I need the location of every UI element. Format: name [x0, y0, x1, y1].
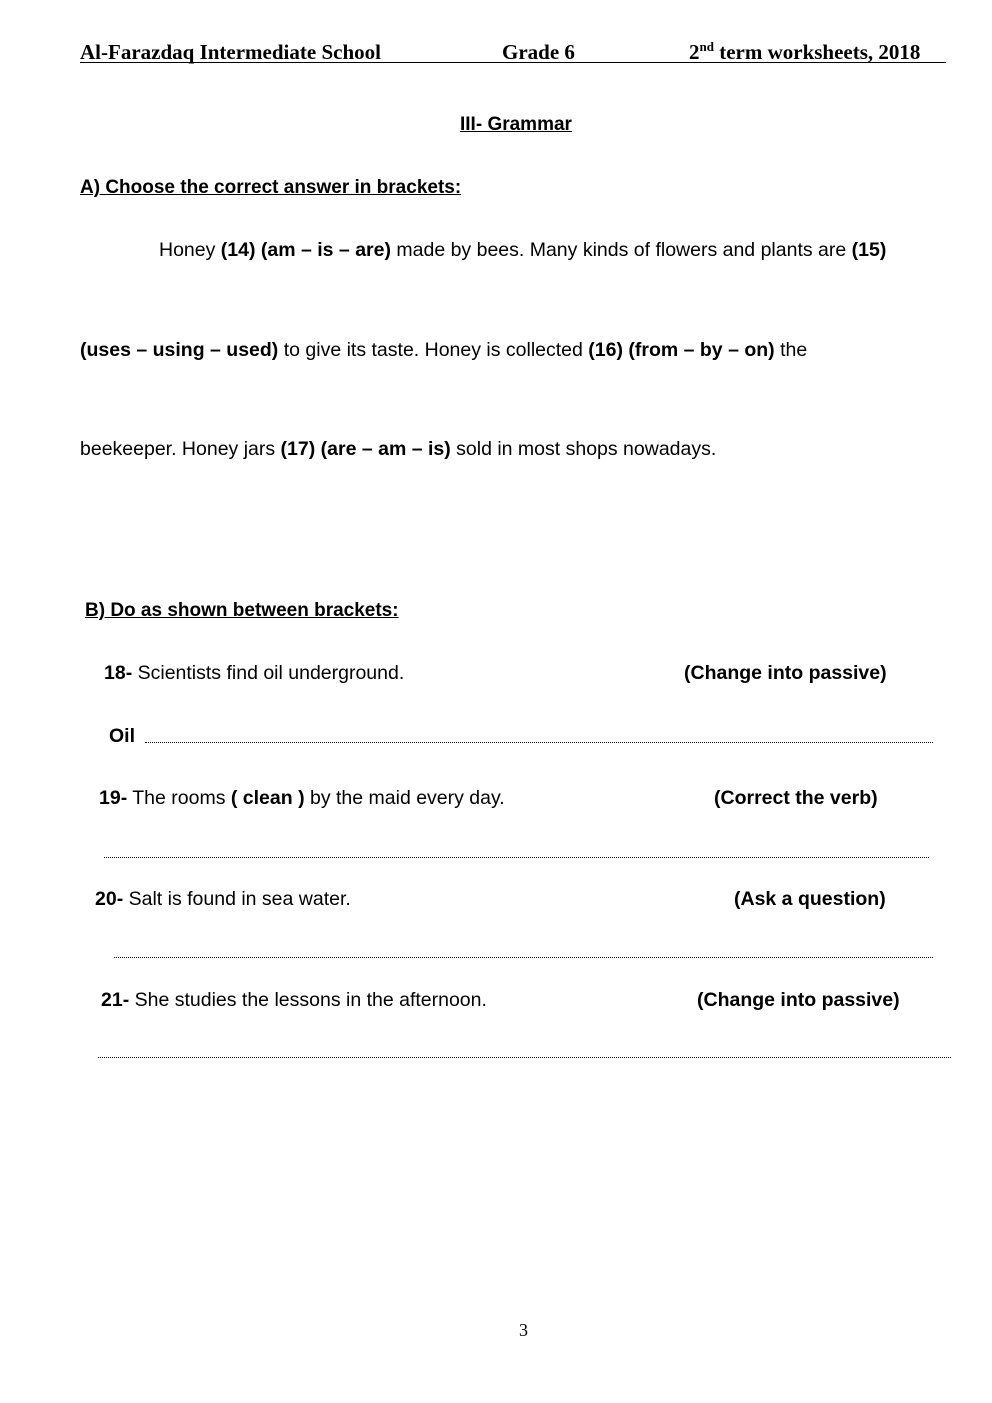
question-number: 21- [101, 989, 130, 1011]
answer-line-20[interactable] [114, 957, 933, 958]
part-a-line-3 [80, 437, 716, 461]
question-text: She studies the lessons in the afternoon. [129, 989, 487, 1011]
header-term [689, 40, 920, 64]
part-a-title: A) Choose the correct answer in brackets: [80, 177, 462, 198]
question-18 [104, 661, 404, 685]
question-21-instruction: (Change into passive) [697, 989, 900, 1011]
question-text: by the maid every day. [304, 787, 505, 809]
part-a-line-1 [159, 238, 886, 262]
question-19 [99, 786, 505, 810]
section-title: III- Grammar [460, 114, 572, 135]
question-number: 18- [104, 662, 133, 684]
part-a-line-2 [80, 338, 807, 362]
header-school: Al-Farazdaq Intermediate School [80, 40, 381, 64]
header-term-num: 2 [689, 40, 700, 64]
answer-line-21[interactable] [98, 1057, 951, 1058]
answer-18-start: Oil [109, 725, 136, 747]
question-21 [101, 988, 487, 1012]
part-b-title: B) Do as shown between brackets: [85, 600, 399, 621]
option-15: (uses – using – used) [80, 339, 279, 361]
question-number-15: (15) [851, 239, 887, 261]
question-text: Scientists find oil underground. [132, 662, 405, 684]
header-grade: Grade 6 [502, 40, 575, 64]
question-text: Salt is found in sea water. [123, 888, 351, 910]
text: the [774, 339, 808, 361]
header-term-sup: nd [699, 39, 714, 54]
answer-line-18[interactable] [145, 742, 933, 743]
option-16: (16) (from – by – on) [588, 339, 775, 361]
option-17: (17) (are – am – is) [280, 438, 451, 460]
question-20-instruction: (Ask a question) [734, 888, 886, 910]
question-19-instruction: (Correct the verb) [714, 787, 878, 809]
page-number: 3 [519, 1320, 528, 1340]
text: made by bees. Many kinds of flowers and plants are [390, 239, 852, 261]
header-underline [80, 62, 946, 63]
option-14: (14) (am – is – are) [220, 239, 391, 261]
question-number: 19- [99, 787, 128, 809]
question-20 [95, 887, 351, 911]
question-18-instruction: (Change into passive) [684, 662, 887, 684]
header-term-rest: term worksheets, 2018 [719, 40, 921, 64]
verb-in-brackets: ( clean ) [230, 787, 305, 809]
text: sold in most shops nowadays. [450, 438, 717, 460]
question-text: The rooms [127, 787, 231, 809]
answer-line-19[interactable] [104, 857, 929, 858]
text: Honey [159, 239, 221, 261]
question-number: 20- [95, 888, 124, 910]
text: beekeeper. Honey jars [80, 438, 281, 460]
text: to give its taste. Honey is collected [278, 339, 589, 361]
